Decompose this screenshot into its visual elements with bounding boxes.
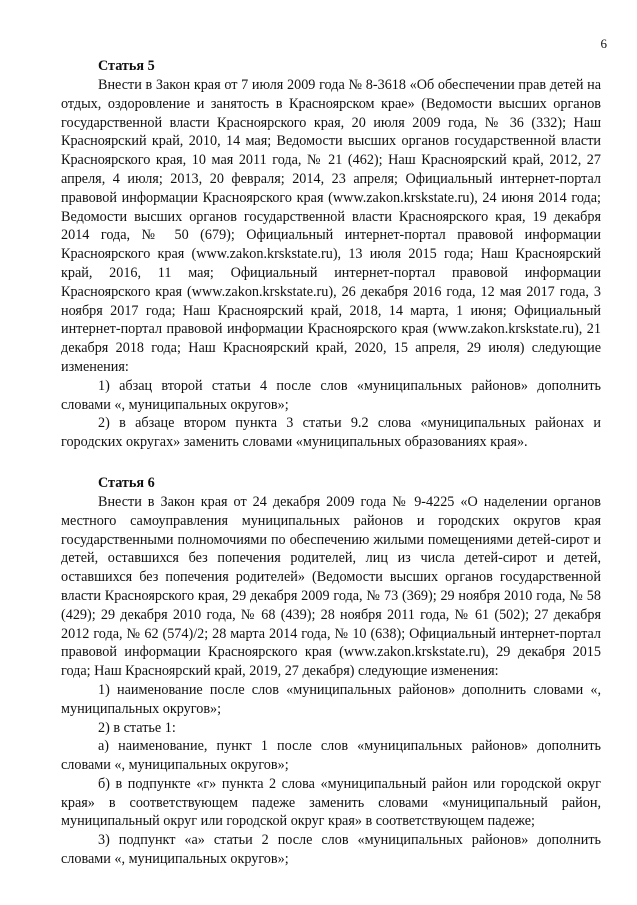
amendment-item: 2) в статье 1: <box>98 719 176 736</box>
amendment-item: 2) в абзаце втором пункта 3 статьи 9.2 слова «муниципальных районах и городских округах» заменить словами «муниципальных образованиях края». <box>61 415 601 451</box>
amendment-subitem: б) в подпункте «г» пункта 2 слова «муниципальный район или городской округ края» в соответствующем падеже заменить словами «муниципальный район, муниципальный округ или городской округ края» в соответствующем падеже; <box>61 775 601 830</box>
article-6 <box>61 474 601 869</box>
page-number: 6 <box>600 36 607 51</box>
article-intro-paragraph: Внести в Закон края от 7 июля 2009 года № 8-3618 «Об обеспечении прав детей на отдых, оздоровление и занятость в Красноярском крае» (Ведомости высших органов государственной власти Красноярского края, 20 июля 2009 года, № 36 (332); Наш Красноярский край, 2010, 14 мая; Ведомости высших органов государственной власти Красноярского края, 10 мая 2011 года, № 21 (462); Наш Красноярский край, 2012, 27 апреля, 4 июля; 2013, 20 февраля; 2014, 23 апреля; Официальный интернет-портал правовой информации Красноярского края (www.zakon.krskstate.ru), 24 июня 2014 года; Ведомости высших органов государственной власти Красноярского края, 19 декабря 2014 года, № 50 (679); Официальный интернет-портал правовой информации Красноярского края (www.zakon.krskstate.ru), 13 июля 2015 года; Наш Красноярский край, 2016, 11 мая; Официальный интернет-портал правовой информации Красноярского края (www.zakon.krskstate.ru), 26 декабря 2016 года, 12 мая 2017 года, 3 ноября 2017 года; Наш Красноярский край, 2018, 14 марта, 1 июня; Официальный интернет-портал правовой информации Красноярского края (www.zakon.krskstate.ru), 21 декабря 2018 года; Наш Красноярский край, 2020, 15 апреля, 29 июля) следующие изменения: <box>61 77 601 375</box>
article-heading: Статья 6 <box>98 474 155 491</box>
amendment-item: 3) подпункт «а» статьи 2 после слов «муниципальных районов» дополнить словами «, муниципальных округов»; <box>61 832 601 868</box>
article-intro-paragraph: Внести в Закон края от 24 декабря 2009 года № 9-4225 «О наделении органов местного самоуправления муниципальных районов и городских округов края государственными полномочиями по обеспечению жилыми помещениями детей-сирот и детей, оставшихся без попечения родителей, лиц из числа детей-сирот и детей, оставшихся без попечения родителей» (Ведомости высших органов государственной власти Красноярского края, 29 декабря 2009 года, № 73 (369); 29 ноября 2010 года, № 58 (429); 29 декабря 2010 года, № 68 (439); 28 ноября 2011 года, № 61 (502); 27 декабря 2012 года, № 62 (574)/2; 28 марта 2014 года, № 10 (638); Официальный интернет-портал правовой информации Красноярского края (www.zakon.krskstate.ru), 29 декабря 2015 года; Наш Красноярский край, 2019, 27 декабря) следующие изменения: <box>61 493 601 680</box>
amendment-subitem: а) наименование, пункт 1 после слов «муниципальных районов» дополнить словами «, муниципальных округов»; <box>61 738 601 774</box>
article-heading: Статья 5 <box>98 58 155 74</box>
amendment-item: 1) абзац второй статьи 4 после слов «муниципальных районов» дополнить словами «, муниципальных округов»; <box>61 377 601 413</box>
article-5 <box>61 57 601 452</box>
document-body <box>61 57 601 869</box>
amendment-item: 1) наименование после слов «муниципальных районов» дополнить словами «, муниципальных округов»; <box>61 681 601 717</box>
